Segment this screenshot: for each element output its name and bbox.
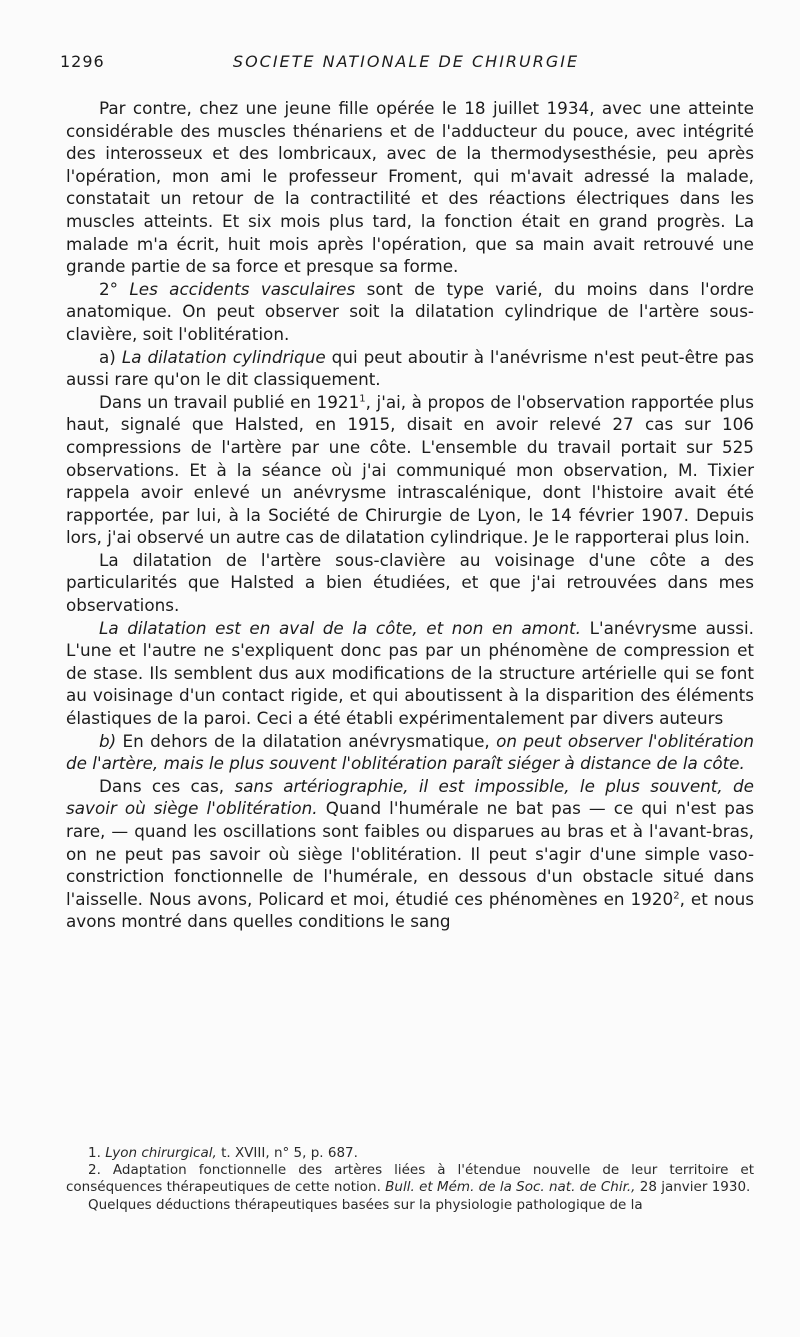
running-title: SOCIETE NATIONALE DE CHIRURGIE — [232, 52, 580, 71]
paragraph-1: Par contre, chez une jeune fille opérée le 18 juillet 1934, avec une atteinte considérable des muscles thénariens et de l'adducteur du pouce, avec intégrité des interosseux et des lombricaux, avec de la thermodysesthésie, peu après l'opération, mon ami le professeur Froment, qui m'avait adressé la malade, constatait un retour de la contractilité et des réactions électriques dans les muscles atteints. Et six mois plus tard, la fonction était en grand progrès. La malade m'a écrit, huit mois après l'opération, que sa main avait retrouvé une grande partie de sa force et presque sa forme. — [66, 98, 754, 277]
paragraph-6: La dilatation est en aval de la côte, et non en amont. L'anévrysme aussi. L'une et l'autre ne s'expliquent donc pas par un phénomène de compression et de stase. Ils semblent dus aux modifications de la structure artérielle qui se font au voisinage d'un contact rigide, et qui aboutissent à la disparition des éléments élastiques de la paroi. Ceci a été établi expérimentalement par divers auteurs — [66, 617, 755, 729]
paragraph-7: b) En dehors de la dilatation anévrysmatique, on peut observer l'oblitération de l'artère, mais le plus souvent l'oblitération paraît siéger à distance de la côte. — [66, 730, 755, 774]
page-number: 1296 — [60, 52, 105, 71]
footnote-continuation: Quelques déductions thérapeutiques basées sur la physiologie pathologique de la — [88, 1196, 643, 1213]
paragraph-4: Dans un travail publié en 1921$^1$, j'ai, à propos de l'observation rapportée plus haut, signalé que Halsted, en 1915, disait en avoir relevé 27 cas sur 106 compressions de l'artère par une côte. L'ensemble du travail portait sur 525 observations. Et à la séance où j'ai communiqué mon observation, M. Tixier rappela avoir enlevé un anévrysme intrascalénique, dont l'histoire avait été rapportée, par lui, à la Société de Chirurgie de Lyon, le 14 février 1907. Depuis lors, j'ai observé un autre cas de dilatation cylindrique. Je le rapporterai plus loin. — [66, 391, 754, 548]
footnotes — [66, 1145, 754, 1214]
footnote-1: 1. Lyon chirurgical, t. XVIII, n° 5, p. 687. — [88, 1145, 358, 1161]
page-header — [60, 52, 752, 74]
footnote-ref-2: 2 — [673, 890, 680, 902]
subsection-title: La dilatation cylindrique — [121, 346, 326, 367]
paragraph-2: 2° Les accidents vasculaires sont de type varié, du moins dans l'ordre anatomique. On peut observer soit la dilatation cylindrique de l'artère sous-clavière, soit l'oblitération. — [66, 278, 754, 344]
body-text — [66, 97, 754, 933]
footnote-ref-1: 1 — [359, 393, 366, 405]
paragraph-5: La dilatation de l'artère sous-clavière au voisinage d'une côte a des particularités que Halsted a bien étudiées, et que j'ai retrouvées dans mes observations. — [66, 549, 754, 616]
section-title: Les accidents vasculaires — [129, 278, 356, 299]
section-number: 2° — [99, 278, 119, 299]
paragraph-3: a) La dilatation cylindrique qui peut aboutir à l'anévrisme n'est peut-être pas aussi rare qu'on le dit classiquement. — [66, 346, 754, 390]
paragraph-8: Dans ces cas, sans artériographie, il est impossible, le plus souvent, de savoir où siège l'oblitération. Quand l'humérale ne bat pas — ce qui n'est pas rare, — quand les oscillations sont faibles ou disparues au bras et à l'avant-bras, on ne peut pas savoir où siège l'oblitération. Il peut s'agir d'une simple vaso-constriction fonctionnelle de l'humérale, en dessous d'un obstacle situé dans l'aisselle. Nous avons, Policard et moi, étudié ces phénomènes en 1920$^2$, et nous avons montré dans quelles conditions le sang — [66, 775, 755, 932]
footnote-2: 2. Adaptation fonctionnelle des artères liées à l'étendue nouvelle de leur territoire et conséquences thérapeutiques de cette notion. Bull. et Mém. de la Soc. nat. de Chir., 28 janvier 1930. — [66, 1162, 754, 1196]
